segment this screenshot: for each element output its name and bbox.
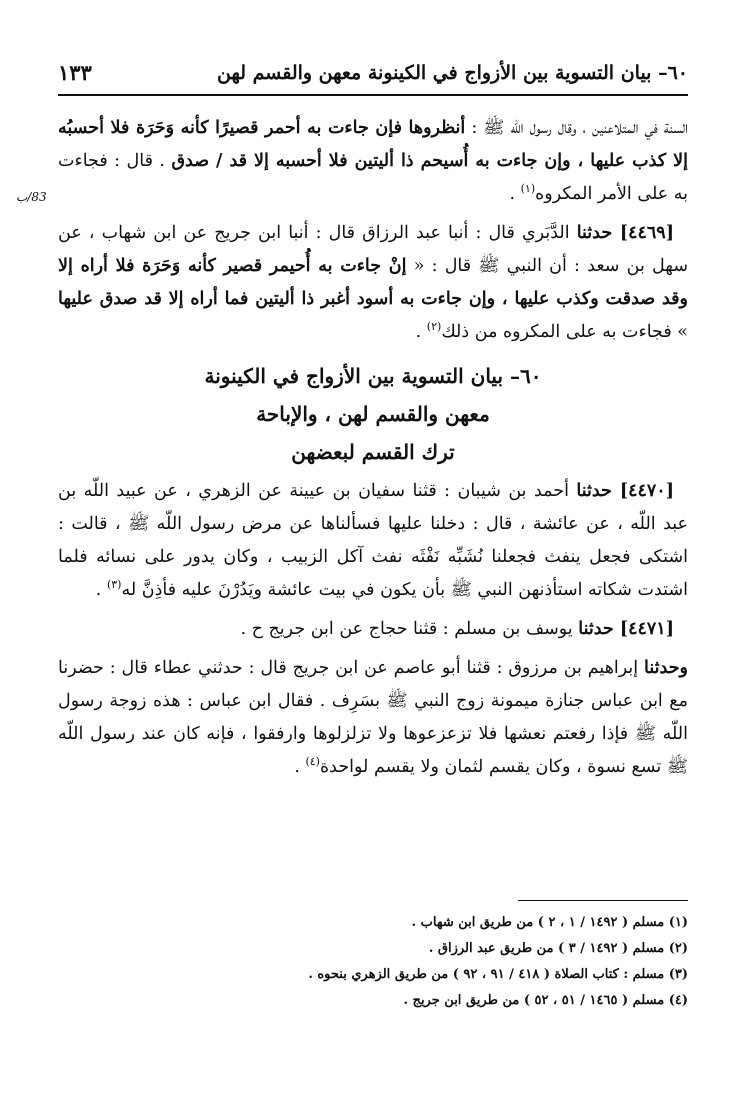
hadith-4469: [٤٤٦٩] حدثنا الدَّبَري قال : أنبا عبد الرزاق قال : أنبا ابن جريج عن ابن شهاب ، عن سهل بن سعد : أن النبي ﷺ قال : « إنْ جاءت به أُحيمر قصير كأنه وَحَرَة فلا أراه إلا وقد صدقت وكذب عليها ، وإن جاءت به أسود أغبر ذا أليتين فما أراه إلا قد صدق عليها » فجاءت به على المكروه من ذلك$^{(٢)}$ . (58, 223, 688, 342)
hadith-number: [٤٤٧١] (619, 619, 674, 639)
running-header (58, 58, 688, 96)
footnote-ref: (١) (520, 182, 536, 196)
hadith-4471: [٤٤٧١] حدثنا يوسف بن مسلم : قثنا حجاج عن ابن جريج ح . (240, 619, 674, 639)
footnote-ref: (٢) (426, 320, 442, 334)
narration-lead: حدثنا (578, 619, 620, 639)
section-heading-line-2: معهن والقسم لهن ، والإباحة (256, 402, 490, 426)
section-heading-line-1: ٦٠– بيان التسوية بين الأزواج في الكينونة (204, 364, 542, 388)
footnote-ref: (٣) (106, 578, 122, 592)
hadith-4471-second-chain: وحدثنا إبراهيم بن مرزوق : قثنا أبو عاصم عن ابن جريج قال : حدثني عطاء قال : حضرنا مع ابن عباس جنازة ميمونة زوج النبي ﷺ بسَرِف . فقال ابن عباس : هذه زوجة رسول اللّه ﷺ فإذا رفعتم نعشها فلا تزعزعوها ولا تزلزلوها وارفقوا ، فإنه كان عند رسول اللّه ﷺ تسع نسوة ، وكان يقسم لثمان ولا يقسم لواحدة$^{(٤)}$ . (58, 658, 688, 777)
prophetic-saying: أنظروها فإن جاءت به أحمر قصيرًا كأنه وَحَرَة فلا أحسبُه إلا كذب عليها ، وإن جاءت به أُسيحم ذا أليتين فلا أحسبه إلا قد / صدق (58, 118, 688, 171)
hadith-number: [٤٤٦٩] (619, 223, 674, 243)
footnote-1: (١) مسلم ( ١٤٩٢ / ١ ، ٢ ) من طريق ابن شهاب . (411, 915, 688, 930)
running-title: ٦٠– بيان التسوية بين الأزواج في الكينونة معهن والقسم لهن (216, 62, 688, 84)
footnote-separator (518, 900, 688, 901)
narration-lead: حدثنا (576, 223, 620, 243)
section-heading-line-3: ترك القسم لبعضهن (291, 440, 455, 464)
hadith-4470: [٤٤٧٠] حدثنا أحمد بن شيبان : قثنا سفيان بن عيينة عن الزهري ، عن عبيد اللّه بن عبد اللّه ، عن عائشة ، قال : دخلنا عليها فسألناها عن مرض رسول اللّه ﷺ ، قالت : اشتكى فجعل ينفث فجعلنا نُشَبِّه نَفْثَه نفث آكل الزبيب ، وكان يدور على نسائه فلما اشتدت شكاته استأذنهن النبي ﷺ بأن يكون في بيت عائشة ويَدُرْنَ عليه فأذِنَّ له$^{(٣)}$ . (58, 481, 688, 600)
page-number: ١٣٣ (58, 60, 92, 85)
footnote-ref: (٤) (305, 755, 320, 769)
footnote-2: (٢) مسلم ( ١٤٩٢ / ٣ ) من طريق عبد الرزاق . (428, 941, 688, 956)
narration-lead: حدثنا (576, 481, 620, 501)
hadith-number: [٤٤٧٠] (619, 481, 674, 501)
paragraph-continuation: السنة في المتلاعنين ، وقال رسول اللّه ﷺ : أنظروها فإن جاءت به أحمر قصيرًا كأنه وَحَرَة فلا أحسبُه إلا كذب عليها ، وإن جاءت به أُسيحم ذا أليتين فلا أحسبه إلا قد / صدق . قال : فجاءت به على الأمر المكروه$^{(١)}$ . (58, 118, 688, 204)
footnote-4: (٤) مسلم ( ١٤٦٥ / ٥١ ، ٥٢ ) من طريق ابن جريج . (403, 993, 688, 1008)
narration-lead: وحدثنا (644, 658, 688, 678)
prophetic-saying: إنْ جاءت به أُحيمر قصير كأنه وَحَرَة فلا أراه إلا وقد صدقت وكذب عليها ، وإن جاءت به أسود أغبر ذا أليتين فما أراه إلا قد صدق عليها (58, 256, 688, 309)
footnote-3: (٣) مسلم : كتاب الصلاة ( ٤١٨ / ٩١ ، ٩٢ ) من طريق الزهري بنحوه . (308, 967, 688, 982)
main-text (58, 112, 688, 784)
manuscript-folio-note: 83/ب (16, 190, 47, 204)
footnotes (58, 910, 688, 1014)
